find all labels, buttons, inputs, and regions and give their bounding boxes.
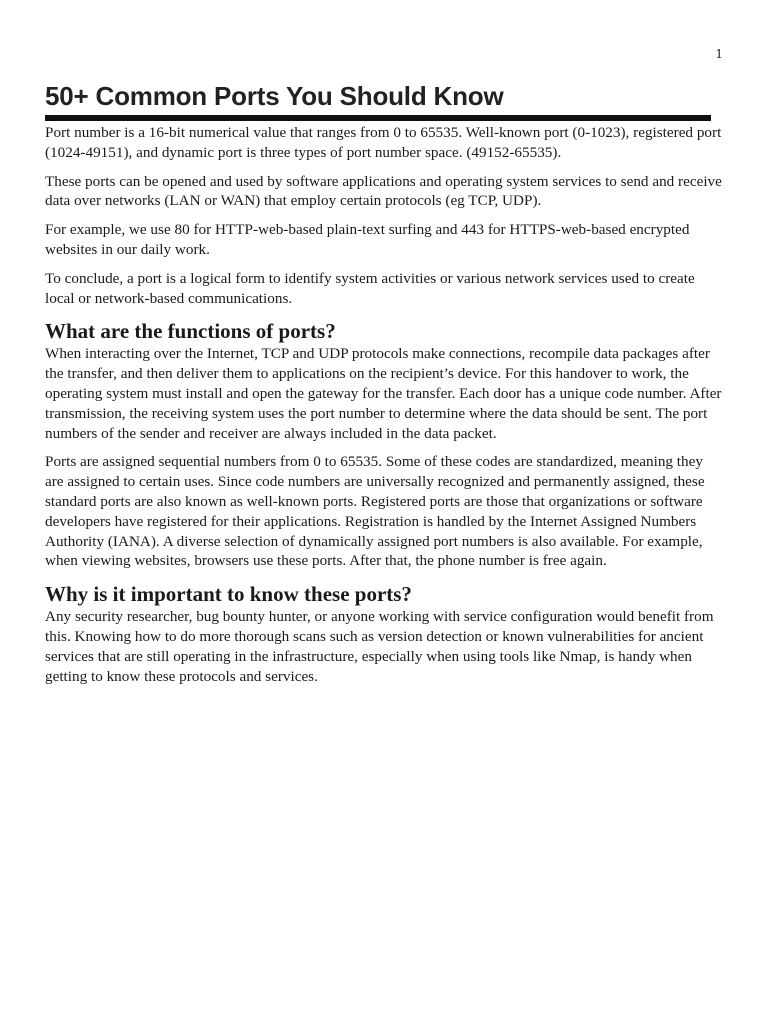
section-paragraph: Any security researcher, bug bounty hunter, or anyone working with service configuration would benefit from this. Knowing how to do more thorough scans such as version detection or known vulnerabilities for ancient services that are still operating in the infrastructure, especially when using tools like Nmap, is handy when getting to know these protocols and services.	[45, 608, 714, 685]
section-heading-functions: What are the functions of ports?	[45, 319, 336, 344]
intro-paragraph: For example, we use 80 for HTTP-web-based plain-text surfing and 443 for HTTPS-web-based encrypted websites in our daily work.	[45, 221, 690, 258]
section-paragraph: Ports are assigned sequential numbers from 0 to 65535. Some of these codes are standardized, meaning they are assigned to certain uses. Since code numbers are universally recognized and permanently assigned, these standard ports are also known as well-known ports. Registered ports are those that organizations or software developers have registered for their applications. Registration is handled by the Internet Assigned Numbers Authority (IANA). A diverse selection of dynamically assigned port numbers is also available. For example, when viewing websites, browsers use these ports. After that, the phone number is free again.	[45, 453, 705, 570]
intro-paragraph: These ports can be opened and used by software applications and operating system services to send and receive data over networks (LAN or WAN) that employ certain protocols (eg TCP, UDP).	[45, 172, 722, 210]
intro-paragraph: To conclude, a port is a logical form to identify system activities or various network services used to create local or network-based communications.	[45, 269, 695, 307]
title-underline-rule	[45, 115, 711, 121]
document-body	[45, 80, 725, 695]
page-number: 1	[715, 47, 723, 61]
page-title: 50+ Common Ports You Should Know	[45, 81, 504, 111]
section-paragraph: When interacting over the Internet, TCP and UDP protocols make connections, recompile data packages after the transfer, and then deliver them to applications on the recipient’s device. For this handover to work, the operating system must install and open the gateway for the transfer. Each door has a unique code number. After transmission, the receiving system uses the port number to determine where the data should be sent. The port numbers of the sender and receiver are always included in the data packet.	[45, 345, 722, 442]
intro-paragraph: Port number is a 16-bit numerical value that ranges from 0 to 65535. Well-known port (0-1023), registered port (1024-49151), and dynamic port is three types of port number space. (49152-65535).	[45, 124, 722, 161]
section-heading-importance: Why is it important to know these ports?	[45, 582, 412, 607]
